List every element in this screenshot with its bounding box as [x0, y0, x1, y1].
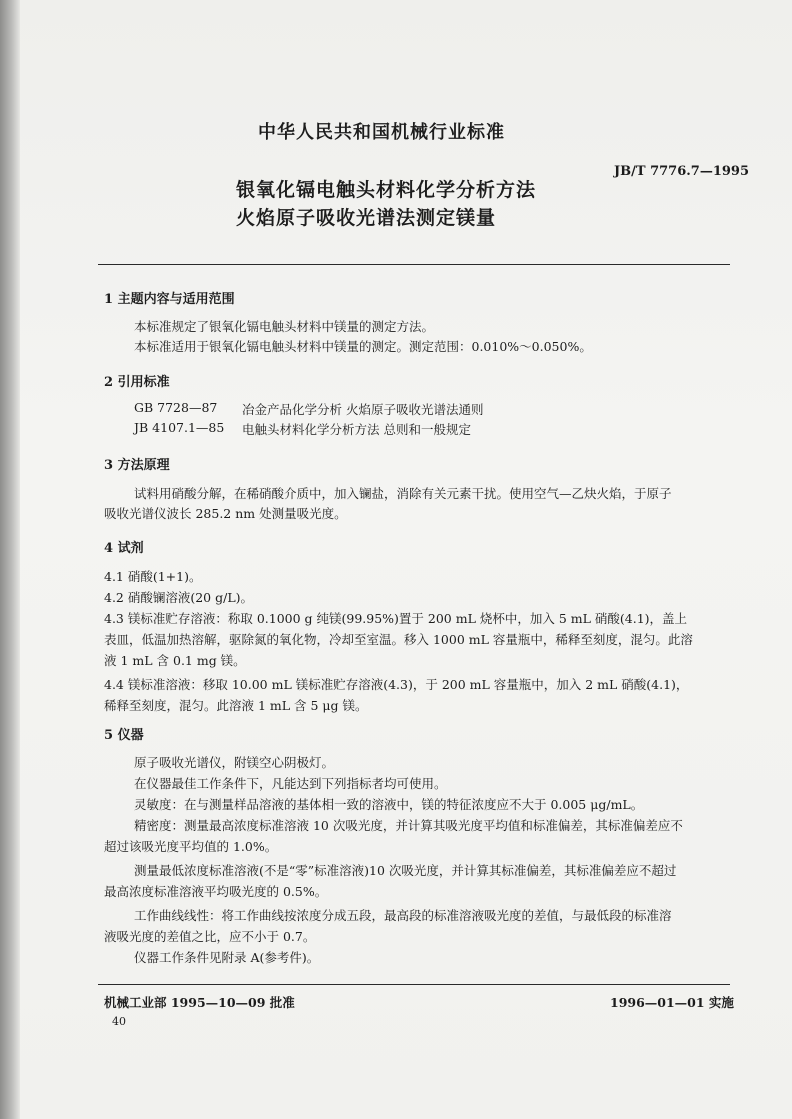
- reagent-4-3-line-2: 表皿，低温加热溶解，驱除氮的氧化物，冷却至室温。移入 1000 mL 容量瓶中，稀释至刻度，混匀。此溶: [104, 632, 693, 647]
- footer-divider: [98, 984, 730, 985]
- section-3-line-2: 吸收光谱仪波长 285.2 nm 处测量吸光度。: [104, 506, 347, 521]
- header-divider: [98, 264, 730, 265]
- title-line-2: 火焰原子吸收光谱法测定镁量: [236, 207, 497, 229]
- approval-date: 机械工业部 1995—10—09 批准: [104, 995, 295, 1010]
- binding-shadow: [0, 0, 20, 1119]
- reference-title-1: 冶金产品化学分析 火焰原子吸收光谱法通则: [242, 402, 484, 417]
- reagent-4-4-line-1: 4.4 镁标准溶液：移取 10.00 mL 镁标准贮存溶液(4.3)，于 200 mL 容量瓶中，加入 2 mL 硝酸(4.1)，: [104, 677, 689, 692]
- section-5-line-9: 液吸光度的差值之比，应不小于 0.7。: [104, 929, 316, 944]
- reference-code-2: JB 4107.1—85: [134, 420, 225, 435]
- reference-title-2: 电触头材料化学分析方法 总则和一般规定: [242, 422, 471, 437]
- title-line-1: 银氧化镉电触头材料化学分析方法: [236, 179, 537, 201]
- section-5-line-7: 最高浓度标准溶液平均吸光度的 0.5%。: [104, 884, 328, 899]
- section-3-heading: 3 方法原理: [104, 458, 170, 473]
- section-5-heading: 5 仪器: [104, 728, 144, 743]
- section-5-line-8: 工作曲线线性：将工作曲线按浓度分成五段，最高段的标准溶液吸光度的差值，与最低段的标准溶: [134, 908, 672, 923]
- section-5-line-1: 原子吸收光谱仪，附镁空心阴极灯。: [134, 755, 335, 770]
- reagent-4-4-line-2: 稀释至刻度，混匀。此溶液 1 mL 含 5 μg 镁。: [104, 698, 368, 713]
- section-2-heading: 2 引用标准: [104, 375, 170, 390]
- page-number: 40: [112, 1015, 126, 1028]
- reagent-4-3-line-3: 液 1 mL 含 0.1 mg 镁。: [104, 653, 246, 668]
- section-5-line-2: 在仪器最佳工作条件下，凡能达到下列指标者均可使用。: [134, 776, 447, 791]
- section-5-line-4: 精密度：测量最高浓度标准溶液 10 次吸光度，并计算其吸光度平均值和标准偏差，其标准偏差应不: [134, 818, 683, 833]
- issuing-organization: 中华人民共和国机械行业标准: [258, 122, 505, 143]
- implementation-date: 1996—01—01 实施: [610, 995, 734, 1010]
- section-5-line-5: 超过该吸光度平均值的 1.0%。: [104, 839, 278, 854]
- reagent-4-2: 4.2 硝酸镧溶液(20 g/L)。: [104, 590, 253, 605]
- section-5-line-3: 灵敏度：在与测量样品溶液的基体相一致的溶液中，镁的特征浓度应不大于 0.005 μg/mL。: [134, 797, 644, 812]
- section-1-paragraph-2: 本标准适用于银氧化镉电触头材料中镁量的测定。测定范围：0.010%～0.050%。: [134, 339, 592, 354]
- standard-code: JB/T 7776.7—1995: [614, 164, 750, 179]
- reagent-4-3-line-1: 4.3 镁标准贮存溶液：称取 0.1000 g 纯镁(99.95%)置于 200 mL 烧杯中，加入 5 mL 硝酸(4.1)，盖上: [104, 611, 688, 626]
- section-4-heading: 4 试剂: [104, 541, 144, 556]
- reagent-4-1: 4.1 硝酸(1+1)。: [104, 569, 202, 584]
- reference-code-1: GB 7728—87: [134, 400, 218, 415]
- section-1-heading: 1 主题内容与适用范围: [104, 292, 235, 307]
- section-5-line-10: 仪器工作条件见附录 A(参考件)。: [134, 950, 320, 965]
- section-1-paragraph-1: 本标准规定了银氧化镉电触头材料中镁量的测定方法。: [134, 319, 435, 334]
- section-3-line-1: 试料用硝酸分解，在稀硝酸介质中，加入镧盐，消除有关元素干扰。使用空气—乙炔火焰，于原子: [134, 486, 672, 501]
- section-5-line-6: 测量最低浓度标准溶液(不是“零”标准溶液)10 次吸光度，并计算其标准偏差，其标准偏差应不超过: [134, 863, 677, 878]
